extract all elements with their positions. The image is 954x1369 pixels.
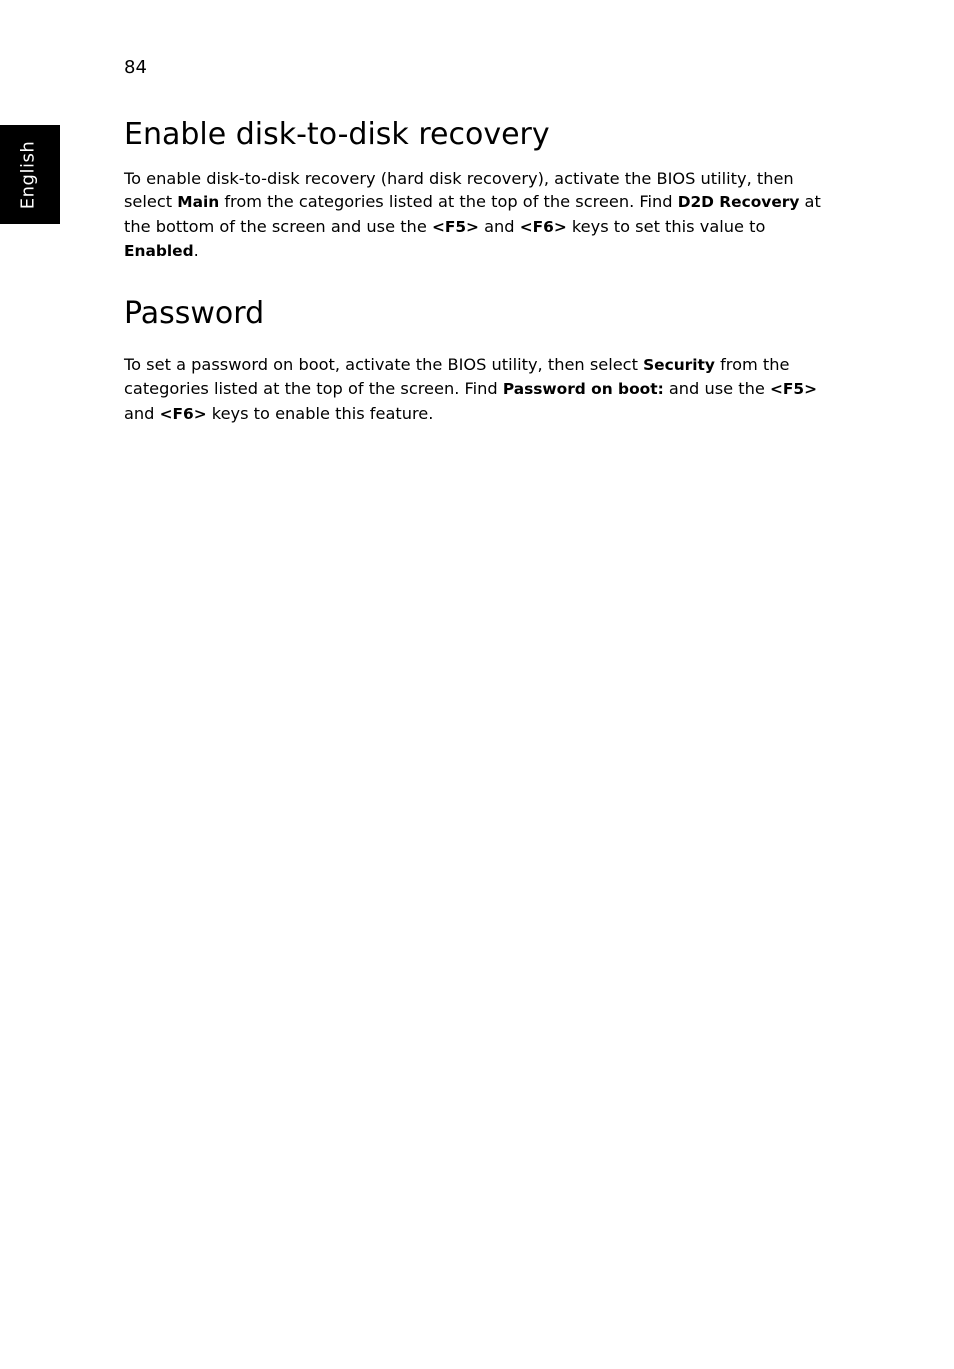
bios-value-enabled: Enabled <box>124 241 194 260</box>
bios-option-password-on-boot: Password on boot: <box>502 380 664 399</box>
paragraph-text: To set a password on boot, activate the BIOS utility, then select <box>124 355 644 374</box>
section-paragraph-d2d-recovery <box>124 167 824 263</box>
key-f6: <F6> <box>159 404 207 423</box>
bios-menu-main: Main <box>177 193 220 212</box>
paragraph-text: To enable disk-to-disk recovery (hard disk recovery), activate the BIOS utility, then select <box>124 169 794 212</box>
section-heading-d2d-recovery: Enable disk-to-disk recovery <box>124 117 550 152</box>
bios-menu-security: Security <box>643 356 715 374</box>
section-paragraph-password <box>124 353 824 426</box>
paragraph-text: keys to set this value to <box>566 216 766 236</box>
paragraph-text: keys to enable this feature. <box>206 403 434 423</box>
bios-option-d2d-recovery: D2D Recovery <box>677 193 800 212</box>
paragraph-text: from the categories listed at the top of the screen. Find <box>124 355 790 399</box>
key-f6: <F6> <box>519 217 567 236</box>
paragraph-text: at the bottom of the screen and use the <box>124 192 821 236</box>
paragraph-text: . <box>193 240 199 260</box>
paragraph-text: and <box>124 403 160 423</box>
paragraph-text: from the categories listed at the top of the screen. Find <box>219 192 678 212</box>
key-f5: <F5> <box>770 380 818 399</box>
paragraph-text: and <box>478 216 520 236</box>
key-f5: <F5> <box>431 217 479 236</box>
language-tab-label: English <box>17 140 39 210</box>
page-number: 84 <box>124 57 147 78</box>
section-heading-password: Password <box>124 296 265 331</box>
paragraph-text: and use the <box>663 379 770 399</box>
